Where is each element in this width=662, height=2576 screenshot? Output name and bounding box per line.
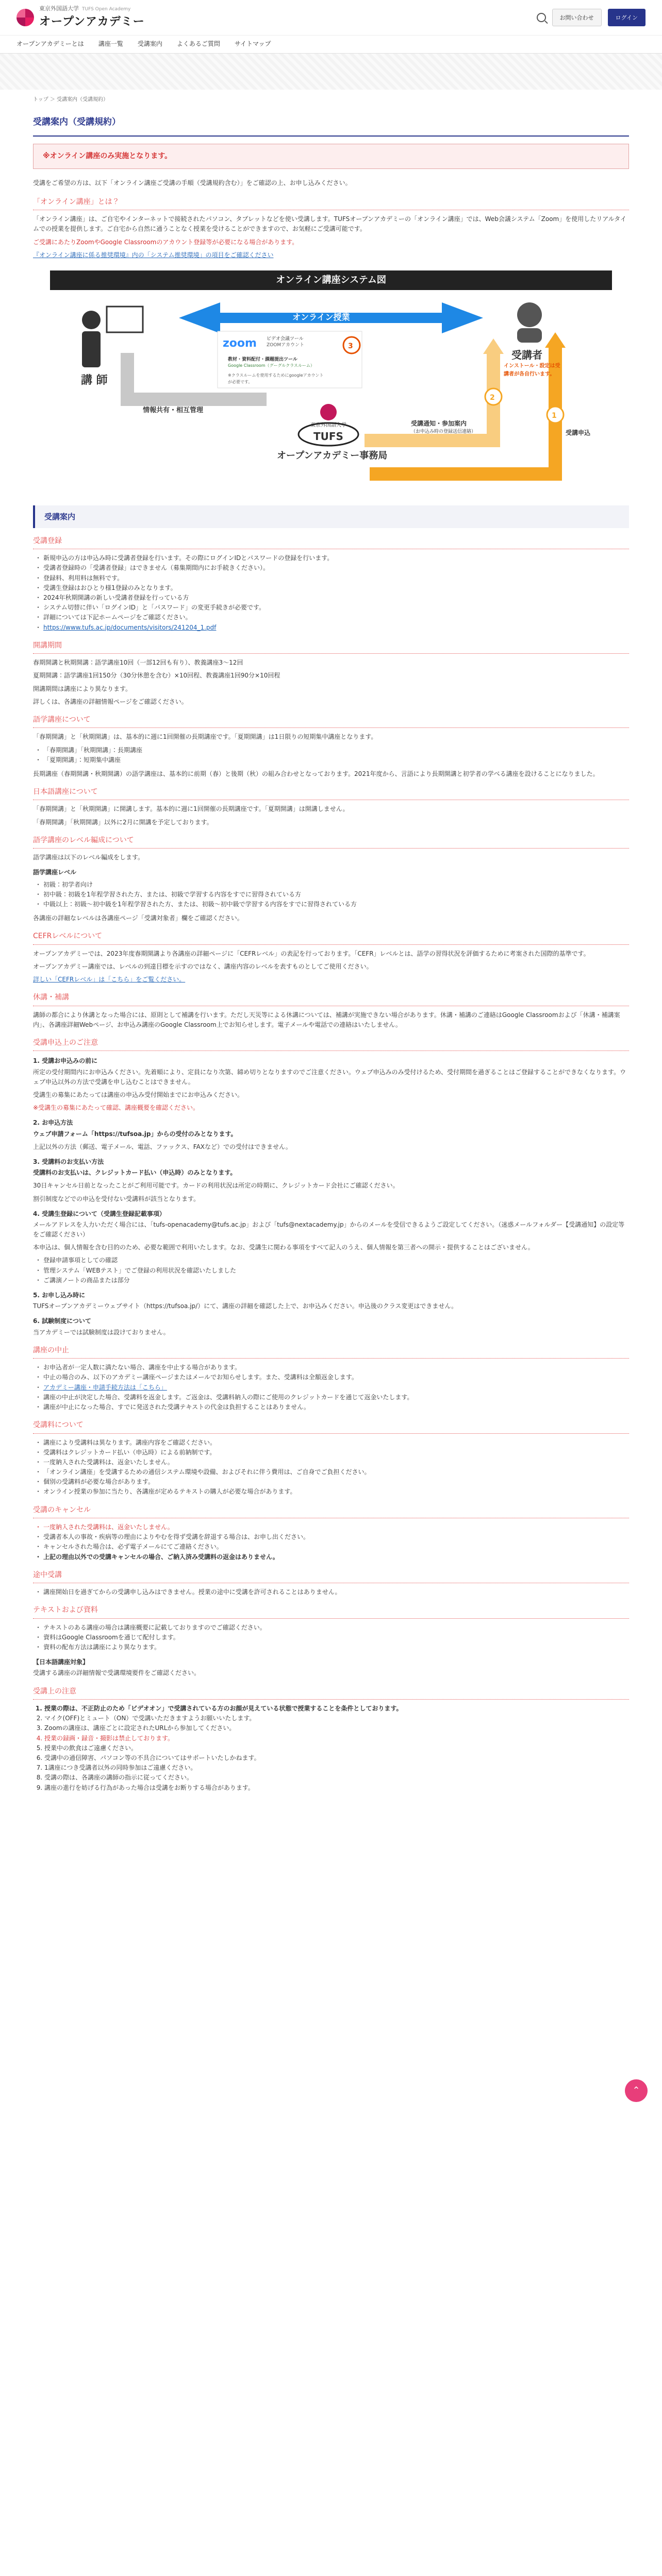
cancel-list <box>37 1522 629 1562</box>
list-item: 6. 受講中の通信障害、パソコン等の不具合についてはサポートいたしかねます。 <box>44 1753 629 1763</box>
nav-about[interactable]: オープンアカデミーとは <box>16 40 84 48</box>
step-2-heading: 2. お申込方法 <box>33 1119 73 1127</box>
list-item: ・ 「春期開講」「秋期開講」：長期講座 <box>37 745 629 755</box>
application-procedure-link[interactable]: アカデミー講座・申請手続方法は「こちら」 <box>43 1383 167 1391</box>
zoom-tool-label: ビデオ会議ツール <box>267 336 304 342</box>
instructor-label: 講 師 <box>81 374 108 387</box>
japanese-text: 「春期開講」と「秋期開講」に開講します。基本的に週に1回開催の長期講座です。「夏期開講」は開講しません。 <box>33 805 349 813</box>
list-item: ・ 中級以上：初級〜初中級を1年程学習された方、または、初級〜初中級で学習する内容をすでに習得されている方 <box>37 900 629 909</box>
fee-list <box>37 1438 629 1497</box>
list-item: ・ 登録料、利用料は無料です。 <box>37 573 629 583</box>
suspend-list <box>37 1363 629 1412</box>
nav-faq[interactable]: よくあるご質問 <box>176 40 220 48</box>
logo-university-name: 東京外国語大学 TUFS Open Academy <box>39 5 131 12</box>
period-line: 夏期開講：語学講座1回150分（30分休憩を含む）×10回程、教養講座1回90分×10回程 <box>33 672 280 680</box>
fee-heading: 受講料について <box>33 1419 629 1433</box>
language-text-2: 長期講座（春期開講・秋期開講）の語学講座は、基本的に前期（春）と後期（秋）の組み合わせとなっております。2021年度から、言語により長期開講と初学者の学べる講座を設けることになりました。 <box>33 770 599 777</box>
student-label: 受講者 <box>511 348 542 361</box>
textbook-list <box>37 1623 629 1653</box>
period-line: 春期開講と秋期開講：語学講座10回（一部12回も有り）、教養講座3〜12回 <box>33 659 243 667</box>
instructor-board-icon <box>107 307 143 332</box>
step-2-number: 2 <box>490 393 495 402</box>
list-item: 7. 1講座につき受講者以外の同時参加はご遠慮ください。 <box>44 1763 629 1773</box>
list-item: ・ 講座が中止になった場合、すでに発送された受講テキストの代金は負担することはありません。 <box>37 1402 629 1412</box>
site-logo[interactable] <box>16 4 145 31</box>
hero-band <box>0 54 662 90</box>
step-1-note: ※受講生の募集にあたって確認、講座概要を確認ください。 <box>33 1104 200 1112</box>
japanese-heading: 日本語講座について <box>33 786 629 800</box>
login-button[interactable]: ログイン <box>608 9 646 26</box>
step-1-text-2: 受講生の募集にあたっては講座の申込み受付開始までにお申込みください。 <box>33 1091 244 1099</box>
step-3-heading: 3. 受講料のお支払い方法 <box>33 1158 104 1165</box>
list-item: ・ 中止の場合のみ、以下のアカデミー講座ページまたはメールでお知らせします。また、受講料は全額返金します。 <box>37 1372 629 1382</box>
list-item: ・ 上記の理由以外での受講キャンセルの場合、ご納入済み受講料の返金はありません。 <box>37 1552 629 1562</box>
logo-site-name: オープンアカデミー <box>39 15 145 29</box>
tufs-emblem-icon <box>320 404 337 420</box>
system-diagram <box>50 270 612 492</box>
cefr-text-2: オープンアカデミー講座では、レベルの到達目標を示すのではなく、講座内容のレベルを表すものとしてご使用ください。 <box>33 962 373 970</box>
list-item <box>37 1383 629 1393</box>
transfer-list <box>37 1587 629 1597</box>
list-item: ・ 初中級：初級を1年程学習された方、または、初級で学習する内容をすでに習得されている方 <box>37 890 629 900</box>
diagram-title: オンライン講座システム図 <box>50 270 612 290</box>
notice-label: 受講通知・参加案内 <box>411 419 467 427</box>
registration-list <box>37 553 629 633</box>
apply-label: 受講申込 <box>566 429 591 436</box>
list-item: ・ 講座により受講料は異なります。講座内容をご確認ください。 <box>37 1438 629 1448</box>
list-item: ・ オンライン授業の参加に当たり、各講座が定めるテキストの購入が必要な場合があります。 <box>37 1487 629 1497</box>
list-item: ・ ご講演ノートの商品または部分 <box>37 1276 629 1285</box>
levels-text-2: 各講座の詳細なレベルは各講座ページ「受講対象者」欄をご確認ください。 <box>33 914 243 922</box>
list-item: ・ 資料の配布方法は講座により異なります。 <box>37 1642 629 1652</box>
cefr-text: オープンアカデミーでは、2023年度春期開講より各講座の詳細ページに「CEFRレベル」の表記を行っております。「CEFR」レベルとは、語学の習得状況を評価するために考案された国際的基準です。 <box>33 950 590 957</box>
language-heading: 語学講座について <box>33 714 629 728</box>
cefr-heading: CEFRレベルについて <box>33 930 629 944</box>
online-intro-heading: 「オンライン講座」とは？ <box>33 196 629 210</box>
japanese-notes-text: 受講する講座の詳細情報で受講環境要件をご確認ください。 <box>33 1669 201 1677</box>
nav-sitemap[interactable]: サイトマップ <box>234 40 271 48</box>
classroom-name-label: Google Classroom（グーグルクラスルーム） <box>228 363 315 368</box>
site-header <box>0 0 662 35</box>
step-4-heading: 4. 受講生登録について（受講生登録記載事項） <box>33 1210 166 1217</box>
levels-text: 語学講座は以下のレベル編成をします。 <box>33 854 144 861</box>
list-item: ・ 受講者本人の事故・疾病等の理由によりやむを得ず受講を辞退する場合は、お申し出ください。 <box>37 1532 629 1542</box>
student-body-icon <box>517 328 542 343</box>
step-3-number: 3 <box>348 342 353 350</box>
list-item: ・ 受講料はクレジットカード払い（申込時）による前納制です。 <box>37 1448 629 1458</box>
list-item: 9. 講座の進行を妨げる行為があった場合は受講をお断りする場合があります。 <box>44 1783 629 1793</box>
list-item: ・ 詳細については下記ホームページをご確認ください。 <box>37 613 629 622</box>
search-icon[interactable] <box>537 13 546 22</box>
list-item: ・ 登録申請事項としての確認 <box>37 1256 629 1265</box>
system-change-pdf-link[interactable]: https://www.tufs.ac.jp/documents/visitors/241204_1.pdf <box>43 623 217 631</box>
breadcrumb: トップ ＞ 受講案内（受講規約） <box>33 97 109 103</box>
cefr-link[interactable]: 詳しい「CEFRレベル」は「こちら」をご覧ください。 <box>33 976 186 984</box>
step-3-text-2: 30日キャンセル日前となったことがご利用可能です。カードの利用状況は所定の時期に、クレジットカード会社にご確認ください。 <box>33 1182 399 1190</box>
step-1-text: 所定の受付期間内にお申込みください。先着順により、定員になり次第、締め切りとなりますのでご注意ください。ウェブ申込みのみ受付けるため、受付期間を過ぎることはご登録することができなくなります。ウェブ申込以外の方法で受講を申し込むことはできません。 <box>33 1068 626 1086</box>
step-1-heading: 1. 受講お申込みの前に <box>33 1057 98 1065</box>
levels-list <box>37 880 629 910</box>
main-content <box>0 110 662 1793</box>
student-head-icon <box>517 302 542 327</box>
cancel-heading: 受講のキャンセル <box>33 1504 629 1518</box>
levels-subheading: 語学講座レベル <box>33 869 77 876</box>
list-item: 8. 受講の際は、各講座の講師の指示に従ってください。 <box>44 1773 629 1783</box>
step-2-text-2: 上記以外の方法（郵送、電子メール、電話、ファックス、FAXなど）での受付はできません。 <box>33 1143 292 1150</box>
classroom-tool-label: 教材・資料配付・課題提出ツール <box>228 357 297 362</box>
list-item: ・ 資料はGoogle Classroomを通じて配付します。 <box>37 1633 629 1642</box>
list-item: ・ 一度納入された受講料は、返金いたしません。 <box>37 1522 629 1532</box>
japanese-text-2: 「春期開講」「秋期開講」以外に2月に開講を予定しております。 <box>33 818 213 826</box>
system-env-link[interactable]: 『オンライン講座に係る推奨環境』内の「システム推奨環境」の項目をご確認ください <box>33 251 274 259</box>
japanese-notes-heading: 【日本語講座対象】 <box>33 1658 89 1666</box>
list-item: ・ 講座の中止が決定した場合、受講料を返金します。ご返金は、受講料納入の際にご使用のクレジットカードを通じて返金いたします。 <box>37 1393 629 1402</box>
notice-arrow-head <box>483 338 504 354</box>
step-3-text-3: 割引制度などでの申込を受付ない受講料が該当となります。 <box>33 1195 200 1202</box>
apply-arrow-head <box>545 332 566 348</box>
period-heading: 開講期間 <box>33 640 629 654</box>
tufs-label: TUFS <box>313 430 343 443</box>
textbook-heading: テキストおよび資料 <box>33 1604 629 1618</box>
step-6-text: 当アカデミーでは試験制度は設けておりません。 <box>33 1328 170 1336</box>
zoom-logo-icon: zoom <box>223 336 257 350</box>
step-5-text: TUFSオープンアカデミーウェブサイト（https://tufsoa.jp/）にて、講座の詳細を確認した上で、お申込みください。申込後のクラス変更はできません。 <box>33 1302 458 1310</box>
chevron-up-icon: ⌃ <box>632 2085 640 2096</box>
period-line: 開講期間は講座により異なります。 <box>33 685 132 692</box>
list-item: ・ キャンセルされた場合は、必ず電子メールにてご連絡ください。 <box>37 1542 629 1552</box>
list-item: ・ 管理システム「WEBテスト」でご登録の利用状況を確認いたしました <box>37 1266 629 1276</box>
step-1-number: 1 <box>552 411 557 420</box>
step-4-text-2: 本申込は、個人情報を含む目的のため、必要な範囲で利用いたします。なお、受講生に関わる事項をすべて記入のうえ、個人情報を第三者への開示・提供することはございません。 <box>33 1244 534 1251</box>
registration-heading: 受講登録 <box>33 535 629 549</box>
list-item <box>37 623 629 633</box>
list-item: ・ 「夏期開講」：短期集中講座 <box>37 755 629 765</box>
back-to-top-button[interactable] <box>625 2079 648 2102</box>
list-item: ・ 講座開始日を過ぎてからの受講申し込みはできません。授業の途中に受講を許可されることはありません。 <box>37 1587 629 1597</box>
inquiry-button[interactable]: お問い合わせ <box>552 9 602 26</box>
language-list <box>37 745 629 765</box>
list-item: ・ テキストのある講座の場合は講座概要に記載しておりますのでご確認ください。 <box>37 1623 629 1633</box>
student-install-note: インストール・設定は受講者が各自行います。 <box>504 363 560 377</box>
instructor-head-icon <box>82 311 101 329</box>
levels-heading: 語学講座のレベル編成について <box>33 835 629 849</box>
list-item: 1. 授業の際は、不正防止のため「ビデオオン」で受講されている方のお顔が見えている状態で授業することを条件としております。 <box>44 1704 629 1714</box>
period-line: 詳しくは、各講座の詳細情報ページをご確認ください。 <box>33 698 188 705</box>
step-3-text: 受講料のお支払いは、クレジットカード払い（申込時）のみとなります。 <box>33 1169 237 1177</box>
notes-list <box>44 1704 629 1793</box>
zoom-account-label: ZOOMアカウント <box>267 342 305 348</box>
step-6-heading: 6. 試験制度について <box>33 1317 91 1325</box>
classroom-note: ※クラスルームを使用するためにgoogleアカウントが必要です。 <box>228 372 324 384</box>
list-item: ・ 初級：初学者向け <box>37 880 629 890</box>
page-title: 受講案内（受講規約） <box>33 110 629 137</box>
cancel-class-heading: 休講・補講 <box>33 992 629 1006</box>
nav-courses[interactable]: 講座一覧 <box>98 40 123 48</box>
list-item: ・ 「オンライン講座」を受講するための通信システム環境や設備、およびそれに伴う費用は、ご自身でご負担ください。 <box>37 1467 629 1477</box>
step-4-list <box>37 1256 629 1285</box>
transfer-heading: 途中受講 <box>33 1569 629 1583</box>
list-item: ・ システム切替に伴い「ログインID」と「パスワード」の変更手続きが必要です。 <box>37 603 629 613</box>
guide-section-heading: 受講案内 <box>33 505 629 528</box>
university-emblem-icon <box>16 9 34 26</box>
list-item: ・ 2024年秋期開講の新しい受講者登録を行っている方 <box>37 593 629 603</box>
account-note: ご受講にあたりZoomやGoogle Classroomのアカウント登録等が必要になる場合があります。 <box>33 238 299 246</box>
list-item: 3. Zoomの講座は、講座ごとに設定されたURLから参加してください。 <box>44 1723 629 1733</box>
step-5-heading: 5. お申し込み時に <box>33 1292 86 1299</box>
list-item: ・ 新規申込の方は申込み時に受講者登録を行います。その際にログインIDとパスワードの登録を行います。 <box>37 553 629 563</box>
list-item: ・ 一度納入された受講料は、返金いたしません。 <box>37 1458 629 1467</box>
list-item: 2. マイク(OFF)とミュート（ON）で受講いただきますようお願いいたします。 <box>44 1714 629 1723</box>
list-item: 5. 授業中の飲食はご遠慮ください。 <box>44 1743 629 1753</box>
office-name-label: オープンアカデミー事務局 <box>277 450 388 461</box>
notice-sub-label: （お申込み時の登録送信連絡） <box>411 429 476 434</box>
lead-text: 受講をご希望の方は、以下「オンライン講座ご受講の手順（受講規約含む）」をご確認の上、お申し込みください。 <box>33 179 352 187</box>
list-item: ・ 受講者登録時の「受講者登録」はできません（募集期間内にお手続きください）。 <box>37 563 629 573</box>
list-item: ・ 受講生登録はおひとり様1登録のみとなります。 <box>37 583 629 593</box>
step-4-text: メールアドレスを入力いただく場合には、「tufs-openacademy@tufs.ac.jp」および「tufs@nextacademy.jp」からのメールを受信できるようご設定してください。（迷惑メールフォルダー【受講通知】の設定等をご確認ください） <box>33 1221 625 1239</box>
online-class-label: オンライン授業 <box>292 312 350 322</box>
office-univ-label: 東京外国語大学 <box>310 422 346 428</box>
apply-notes-heading: 受講申込上のご注意 <box>33 1037 629 1051</box>
nav-guide[interactable]: 受講案内 <box>137 40 162 48</box>
info-share-label: 情報共有・相互管理 <box>143 406 204 414</box>
list-item: ・ お申込者が一定人数に満たない場合、講座を中止する場合があります。 <box>37 1363 629 1372</box>
cancel-class-text: 講師の都合により休講となった場合には、原則として補講を行います。ただし天災等による休講については、補講が実施できない場合があります。休講・補講のご連絡はGoogle Classroomおよび「休講・補講案内」、各講座詳細Webページ、お申込み講座のGoogle Classroom上でお知らせします。電子メールや電話での連絡はいたしません。 <box>33 1011 620 1028</box>
step-2-text: ウェブ申請フォーム「https://tufsoa.jp」からの受付のみとなります。 <box>33 1130 237 1138</box>
notes-heading: 受講上の注意 <box>33 1686 629 1700</box>
language-text: 「春期開講」と「秋期開講」は、基本的に週に1回開催の長期講座です。「夏期開講」は1日限りの短期集中講座となります。 <box>33 733 377 741</box>
online-intro-text: 「オンライン講座」は、ご自宅やインターネットで接続されたパソコン、タブレットなどを使い受講します。TUFSオープンアカデミーの「オンライン講座」では、Web会議システム「Zoom」を使用したリアルタイムでの授業を提供します。ご自宅から自然に通うことなく授業を受けることができますので、お気軽にご受講可能です。 <box>33 215 627 233</box>
list-item: 4. 授業の録画・録音・撮影は禁止しております。 <box>44 1734 629 1743</box>
list-item: ・ 個別の受講料が必要な場合があります。 <box>37 1477 629 1487</box>
online-only-notice: ※オンライン講座のみ実施となります。 <box>33 144 629 168</box>
instructor-body-icon <box>82 331 101 367</box>
suspend-heading: 講座の中止 <box>33 1345 629 1359</box>
global-nav <box>0 35 662 54</box>
